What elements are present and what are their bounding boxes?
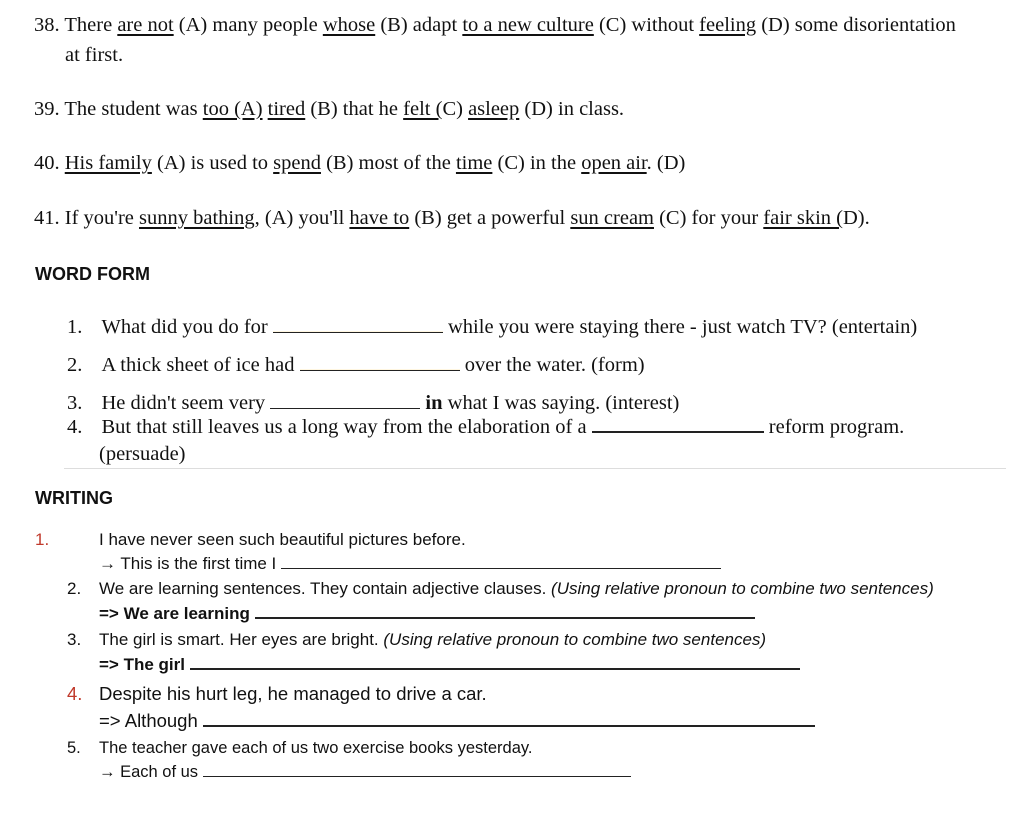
- writing-item-1-prompt: [99, 554, 721, 574]
- text: (A) many people: [173, 14, 323, 36]
- writing-item-3-sentence: [99, 630, 766, 650]
- item-number: 1.: [67, 316, 83, 338]
- underlined-phrase: spend: [273, 152, 321, 174]
- underlined-phrase: tired: [267, 98, 306, 120]
- writing-item-number-4: 4.: [67, 683, 83, 704]
- text: D).: [843, 207, 870, 229]
- text: A thick sheet of ice had: [101, 354, 295, 376]
- word-form-heading: WORD FORM: [35, 264, 150, 284]
- instruction-note: (Using relative pronoun to combine two sentences): [383, 630, 767, 649]
- text: (D) in class.: [519, 98, 625, 120]
- item-number: 3.: [67, 392, 83, 414]
- prompt-text: => Although: [99, 710, 198, 731]
- answer-blank[interactable]: [300, 369, 460, 371]
- underlined-phrase: are not: [117, 14, 174, 36]
- writing-item-2-sentence: [99, 579, 934, 599]
- answer-blank[interactable]: [255, 616, 755, 619]
- text: The girl is smart. Her eyes are bright.: [99, 630, 379, 649]
- answer-blank[interactable]: [273, 331, 443, 333]
- writing-heading: WRITING: [35, 488, 113, 508]
- word-form-item-1: [67, 316, 917, 339]
- question-number: 41.: [34, 207, 60, 229]
- text: (B) that he: [305, 98, 404, 120]
- underlined-phrase: His family: [64, 152, 152, 174]
- text: He didn't seem very: [101, 392, 266, 414]
- writing-item-4-prompt: [99, 710, 815, 732]
- underlined-phrase: asleep: [468, 98, 520, 120]
- answer-blank[interactable]: [190, 667, 800, 670]
- text: But that still leaves us a long way from the elaboration of a: [101, 416, 587, 438]
- underlined-phrase: time: [455, 152, 493, 174]
- underlined-phrase: too (A): [202, 98, 263, 120]
- underlined-phrase: feeling: [699, 14, 757, 36]
- question-38-continuation: at first.: [65, 44, 124, 66]
- underlined-phrase: felt (: [403, 98, 443, 120]
- question-number: 39.: [34, 98, 60, 120]
- answer-blank[interactable]: [281, 567, 721, 569]
- prompt-text: => We are learning: [99, 604, 250, 623]
- question-41: [34, 207, 870, 230]
- item-number: 4.: [67, 416, 83, 438]
- underlined-phrase: have to: [349, 207, 410, 229]
- question-number: 40.: [34, 152, 60, 174]
- underlined-phrase: to a new culture: [462, 14, 594, 36]
- word-form-item-3: [67, 392, 679, 415]
- writing-item-number-3: 3.: [67, 630, 82, 649]
- bold-word: in: [425, 392, 443, 414]
- text: , (A) you'll: [254, 207, 350, 229]
- text: (C) in the: [492, 152, 582, 174]
- question-38: [34, 14, 956, 37]
- answer-blank[interactable]: [203, 724, 815, 727]
- text: C): [442, 98, 469, 120]
- underlined-phrase: sun cream: [570, 207, 654, 229]
- text: We are learning sentences. They contain adjective clauses.: [99, 579, 547, 598]
- writing-item-number-1: 1.: [35, 530, 50, 549]
- answer-blank[interactable]: [270, 407, 420, 409]
- prompt-text: => The girl: [99, 655, 185, 674]
- writing-item-4-sentence: Despite his hurt leg, he managed to drive a car.: [99, 683, 487, 704]
- word-form-item-4: [67, 416, 904, 439]
- text: What did you do for: [101, 316, 268, 338]
- text: (C) without: [593, 14, 700, 36]
- word-form-item-4-continuation: (persuade): [99, 443, 186, 465]
- answer-blank[interactable]: [203, 775, 631, 777]
- writing-item-3-prompt: [99, 655, 800, 675]
- text: reform program.: [768, 416, 905, 438]
- text: The student was: [64, 98, 203, 120]
- section-divider: [64, 468, 1006, 469]
- text: (C) for your: [653, 207, 764, 229]
- item-number: 2.: [67, 354, 83, 376]
- text: over the water. (form): [464, 354, 645, 376]
- question-number: 38.: [34, 14, 60, 36]
- text: (B) most of the: [320, 152, 456, 174]
- underlined-phrase: open air: [581, 152, 647, 174]
- underlined-phrase: sunny bathing: [139, 207, 255, 229]
- answer-blank[interactable]: [592, 430, 764, 433]
- writing-item-number-5: 5.: [67, 739, 81, 757]
- text: (A) is used to: [151, 152, 274, 174]
- text: while you were staying there - just watch TV? (entertain): [448, 316, 918, 338]
- text: . (D): [646, 152, 686, 174]
- writing-item-number-2: 2.: [67, 579, 82, 598]
- writing-item-2-prompt: [99, 604, 755, 624]
- underlined-phrase: whose: [322, 14, 376, 36]
- text: (B) get a powerful: [409, 207, 571, 229]
- text: There: [64, 14, 118, 36]
- writing-item-1-sentence: I have never seen such beautiful pictures before.: [99, 530, 466, 549]
- question-39: [34, 98, 624, 121]
- word-form-item-2: [67, 354, 645, 377]
- instruction-note: (Using relative pronoun to combine two sentences): [551, 579, 934, 598]
- writing-item-5-prompt: [99, 763, 631, 782]
- text: (D) some disorientation: [756, 14, 956, 36]
- writing-item-5-sentence: The teacher gave each of us two exercise books yesterday.: [99, 739, 533, 757]
- underlined-phrase: fair skin (: [763, 207, 843, 229]
- text: (B) adapt: [375, 14, 463, 36]
- text: If you're: [64, 207, 140, 229]
- prompt-text: → This is the first time I: [99, 554, 277, 573]
- question-40: [34, 152, 685, 175]
- prompt-text: → Each of us: [99, 763, 199, 781]
- text: what I was saying. (interest): [442, 392, 680, 414]
